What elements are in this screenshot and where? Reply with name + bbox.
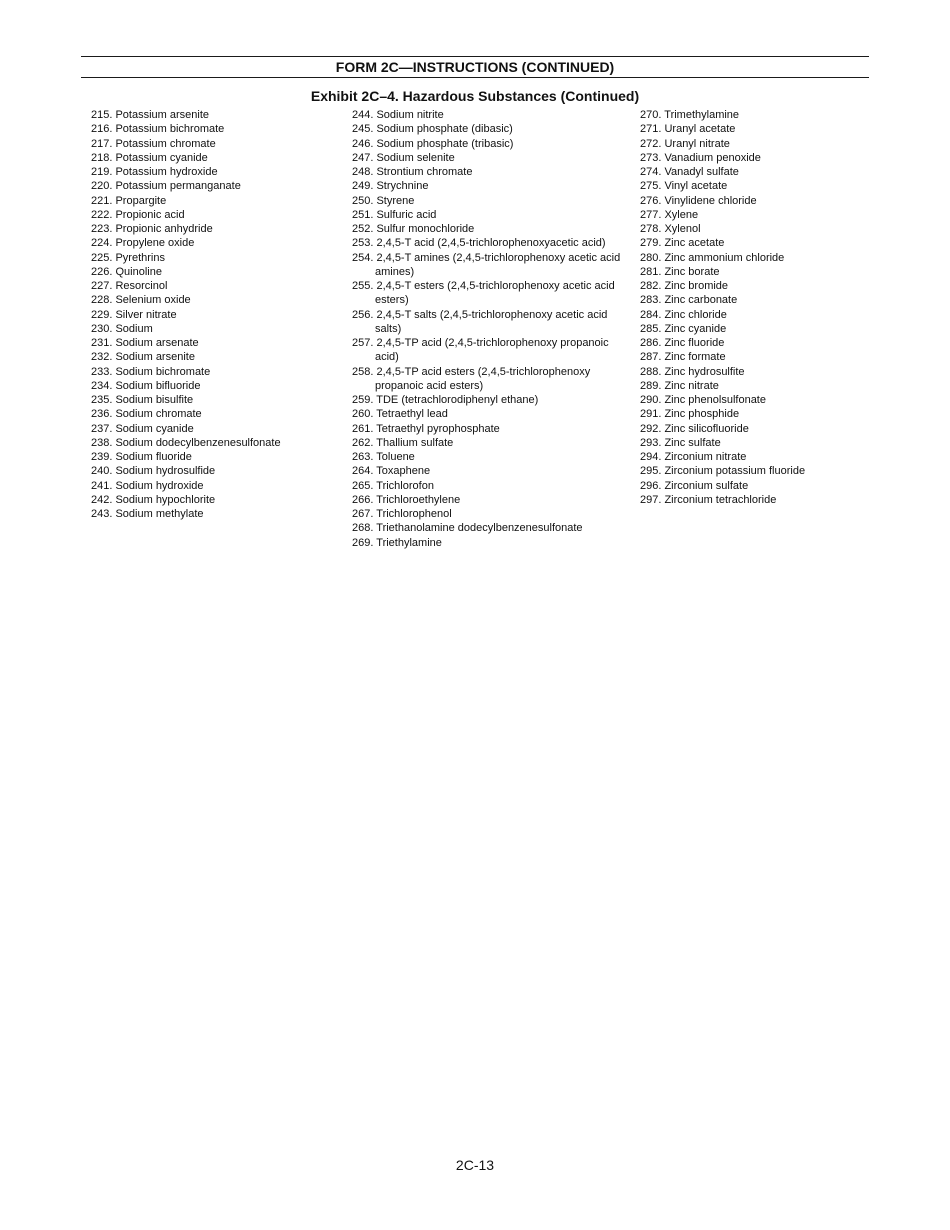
substance-item: 260. Tetraethyl lead [352,408,448,421]
substance-column-3 [640,108,860,507]
substance-item: 217. Potassium chromate [91,137,216,150]
substance-item: 234. Sodium bifluoride [91,379,201,392]
substance-item: 226. Quinoline [91,265,162,278]
substance-item: 215. Potassium arsenite [91,109,210,121]
substance-item: 283. Zinc carbonate [640,294,738,307]
substance-item: 279. Zinc acetate [640,237,725,250]
substance-item: 282. Zinc bromide [640,280,729,292]
substance-item: 291. Zinc phosphide [640,408,740,421]
substance-item: 273. Vanadium penoxide [640,151,761,164]
substance-item: 216. Potassium bichromate [91,123,225,136]
substance-item: 233. Sodium bichromate [91,365,211,378]
substance-item: 266. Trichloroethylene [352,493,461,506]
substance-item: 250. Styrene [352,194,415,207]
substance-item: 251. Sulfuric acid [352,208,437,221]
substance-item: 281. Zinc borate [640,265,720,278]
substance-item: 235. Sodium bisulfite [91,394,194,406]
substance-item: 231. Sodium arsenate [91,337,199,349]
substance-item: 244. Sodium nitrite [352,109,444,121]
substance-item: 275. Vinyl acetate [640,180,728,193]
substance-item: 228. Selenium oxide [91,294,191,307]
substance-item: 272. Uranyl nitrate [640,137,730,150]
substance-item: 237. Sodium cyanide [91,422,194,435]
substance-item: 261. Tetraethyl pyrophosphate [352,422,500,435]
substance-item: 248. Strontium chromate [352,166,473,178]
substance-item: 238. Sodium dodecylbenzenesulfonate [91,436,281,449]
substance-item: 286. Zinc fluoride [640,337,725,349]
header-top-rule [81,56,869,57]
substance-column-2 [352,108,627,550]
substance-item: 269. Triethylamine [352,536,442,549]
substance-item: 297. Zirconium tetrachloride [640,493,777,506]
substance-item: 277. Xylene [640,208,699,221]
substance-item: 230. Sodium [91,322,153,335]
substance-item: 245. Sodium phosphate (dibasic) [352,123,513,136]
substance-item: 236. Sodium chromate [91,408,202,421]
substance-item: 219. Potassium hydroxide [91,166,218,178]
substance-item: 295. Zirconium potassium fluoride [640,465,806,478]
substance-item: 259. TDE (tetrachlorodiphenyl ethane) [352,394,539,406]
substance-item: 268. Triethanolamine dodecylbenzenesulfonate [352,522,583,535]
substance-item: 225. Pyrethrins [91,251,165,264]
substance-item: 287. Zinc formate [640,351,726,364]
substance-item: 252. Sulfur monochloride [352,223,475,235]
substance-item: 227. Resorcinol [91,280,168,292]
substance-item: 253. 2,4,5-T acid (2,4,5-trichlorophenoxyacetic acid) [352,237,606,250]
substance-item: 249. Strychnine [352,180,429,193]
substance-item: 271. Uranyl acetate [640,123,736,136]
substance-item: 276. Vinylidene chloride [640,194,757,207]
substance-column-1 [91,108,331,521]
substance-item: 264. Toxaphene [352,465,431,478]
substance-item: 289. Zinc nitrate [640,379,719,392]
header-bottom-rule [81,77,869,78]
substance-item: 262. Thallium sulfate [352,436,454,449]
substance-item: 293. Zinc sulfate [640,436,721,449]
substance-item: 285. Zinc cyanide [640,322,727,335]
substance-item: 223. Propionic anhydride [91,223,213,235]
substance-item: 284. Zinc chloride [640,308,727,321]
substance-item: 263. Toluene [352,451,415,463]
substance-item: 254. 2,4,5-T amines (2,4,5-trichlorophenoxy acetic acid amines) [352,251,621,278]
substance-item: 229. Silver nitrate [91,308,177,321]
substance-item: 294. Zirconium nitrate [640,451,747,463]
substance-item: 246. Sodium phosphate (tribasic) [352,137,514,150]
substance-item: 288. Zinc hydrosulfite [640,365,745,378]
substance-item: 274. Vanadyl sulfate [640,166,739,178]
substance-item: 241. Sodium hydroxide [91,479,204,492]
exhibit-title: Exhibit 2C–4. Hazardous Substances (Continued) [310,88,640,104]
substance-item: 221. Propargite [91,194,167,207]
substance-item: 257. 2,4,5-TP acid (2,4,5-trichlorophenoxy propanoic acid) [352,337,609,364]
substance-item: 218. Potassium cyanide [91,151,208,164]
substance-item: 267. Trichlorophenol [352,508,452,520]
substance-item: 242. Sodium hypochlorite [91,493,216,506]
substance-item: 292. Zinc silicofluoride [640,422,749,435]
substance-item: 296. Zirconium sulfate [640,479,749,492]
substance-item: 255. 2,4,5-T esters (2,4,5-trichlorophenoxy acetic acid esters) [352,280,615,307]
substance-item: 232. Sodium arsenite [91,351,195,364]
substance-item: 278. Xylenol [640,223,701,235]
form-title: FORM 2C—INSTRUCTIONS (CONTINUED) [335,59,615,75]
substance-item: 220. Potassium permanganate [91,180,241,193]
substance-item: 240. Sodium hydrosulfide [91,465,216,478]
substance-item: 222. Propionic acid [91,208,185,221]
substance-item: 243. Sodium methylate [91,508,204,520]
page-number: 2C-13 [455,1157,495,1173]
substance-item: 247. Sodium selenite [352,151,455,164]
substance-item: 258. 2,4,5-TP acid esters (2,4,5-trichlorophenoxy propanoic acid esters) [352,365,591,392]
substance-item: 290. Zinc phenolsulfonate [640,394,766,406]
substance-item: 270. Trimethylamine [640,109,740,121]
substance-item: 265. Trichlorofon [352,479,434,492]
substance-item: 280. Zinc ammonium chloride [640,251,785,264]
substance-item: 256. 2,4,5-T salts (2,4,5-trichlorophenoxy acetic acid salts) [352,308,608,335]
substance-item: 239. Sodium fluoride [91,451,192,463]
substance-item: 224. Propylene oxide [91,237,195,250]
